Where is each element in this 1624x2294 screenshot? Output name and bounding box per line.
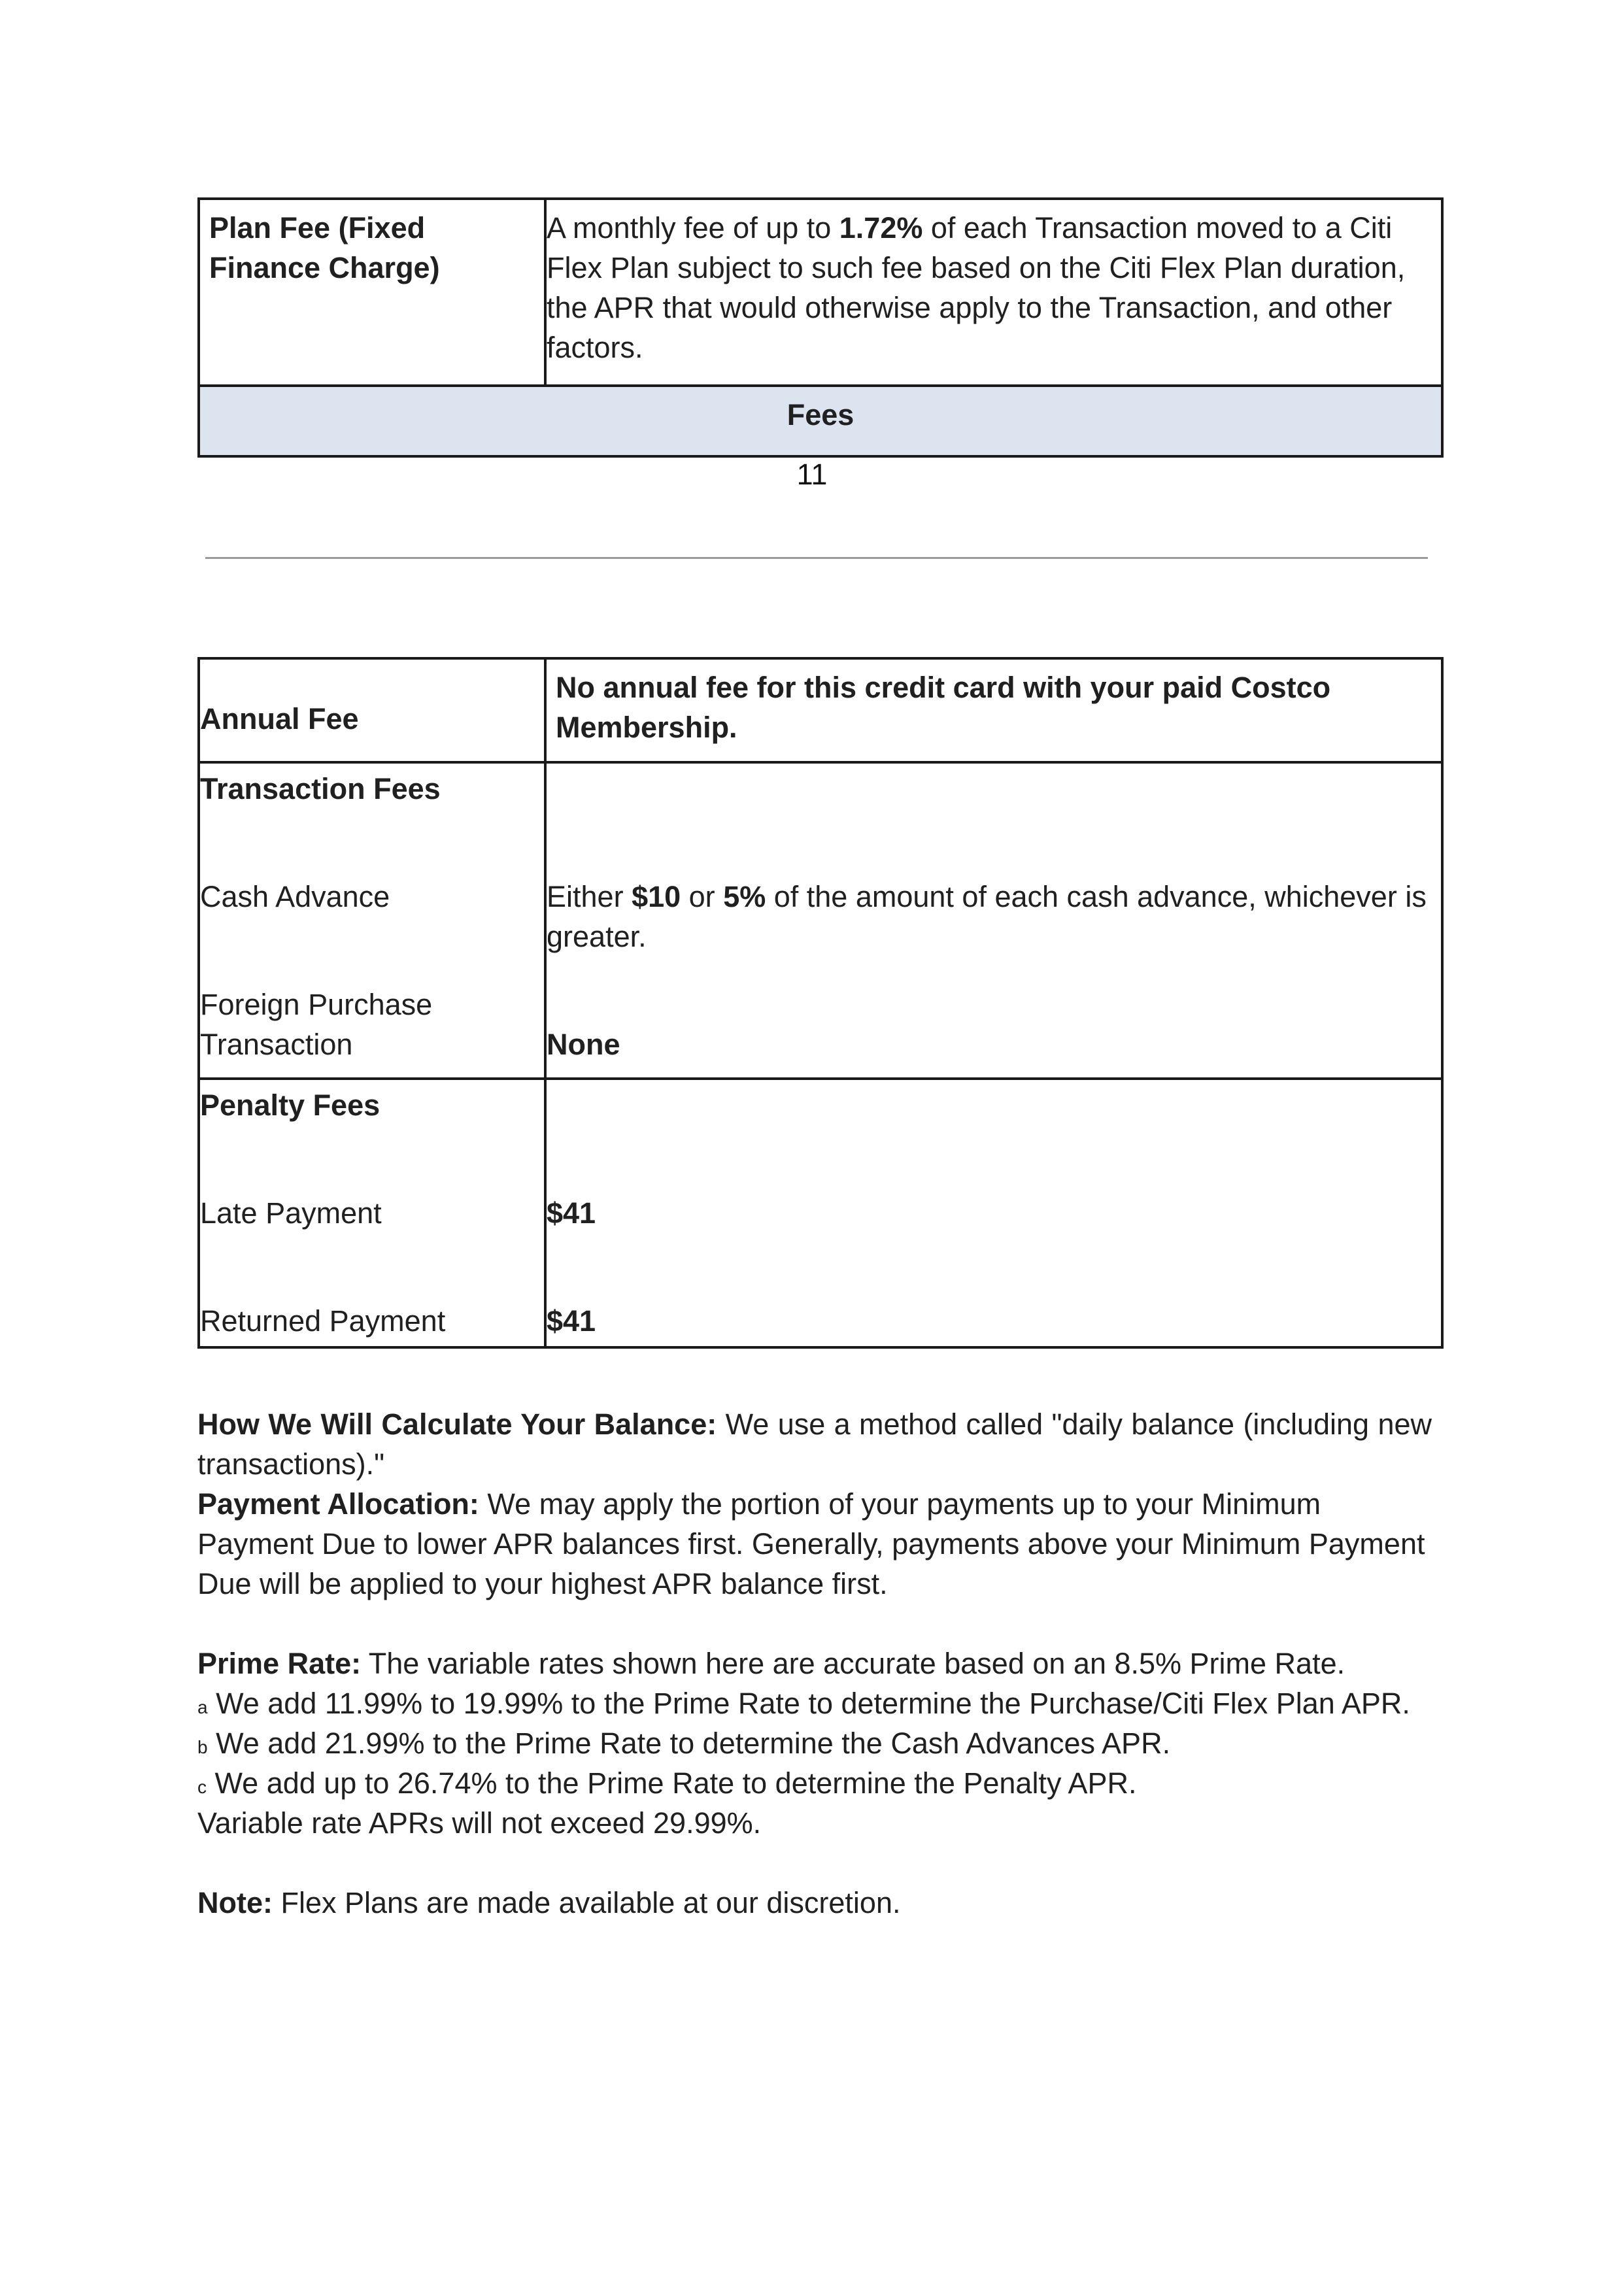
penalty-fees-value-cell [545,1079,1442,1347]
returned-payment-label: Returned Payment [200,1304,446,1338]
footnote-a [197,1683,1432,1723]
balance-method-text: We use a method called "daily balance (including new transactions)." [197,1408,1432,1481]
penalty-fees-heading: Penalty Fees [200,1088,381,1122]
annual-fee-label-cell [199,658,545,762]
footnote-a-text: We add 11.99% to 19.99% to the Prime Rate to determine the Purchase/Citi Flex Plan APR. [207,1687,1410,1720]
payment-allocation-text: We may apply the portion of your payments up to your Minimum Payment Due to lower APR balances first. Generally, payments above your Minimum Payment Due will be applied to your highest APR balance first. [197,1487,1425,1600]
late-payment-label: Late Payment [200,1196,382,1230]
footnote-a-mark: a [197,1697,208,1717]
footnote-b-text: We add 21.99% to the Prime Rate to determine the Cash Advances APR. [207,1727,1171,1760]
note-text: Flex Plans are made available at our discretion. [272,1886,901,1919]
annual-fee-label: Annual Fee [200,702,359,735]
annual-fee-value: No annual fee for this credit card with your paid Costco Membership. [556,671,1331,744]
footnote-c [197,1763,1432,1803]
page-divider [205,557,1428,559]
payment-allocation-label: Payment Allocation: [197,1487,479,1521]
footnote-c-text: We add up to 26.74% to the Prime Rate to determine the Penalty APR. [207,1766,1137,1800]
balance-method-label: How We Will Calculate Your Balance: [197,1408,717,1441]
plan-fee-value-cell [545,199,1442,386]
cash-advance-value [547,877,1432,956]
fees-header-row [199,386,1442,456]
returned-payment-value: $41 [547,1304,596,1338]
disclosure-notes [197,1404,1432,1923]
transaction-fees-label-cell [199,762,545,1079]
plan-fee-label-cell [199,199,545,386]
balance-method-paragraph [197,1404,1432,1484]
plan-fee-row [199,199,1442,386]
footnote-c-mark: c [197,1777,207,1797]
plan-fee-text-before: A monthly fee of up to [547,211,839,245]
penalty-fees-label-cell [199,1079,545,1347]
note-paragraph [197,1883,1432,1923]
note-label: Note: [197,1886,273,1919]
transaction-fees-heading: Transaction Fees [200,772,441,805]
cash-advance-or: or [681,880,724,913]
penalty-fees-row [199,1079,1442,1347]
plan-fee-label: Plan Fee (Fixed Finance Charge) [209,211,440,284]
footnote-b-mark: b [197,1737,208,1757]
prime-rate-paragraph [197,1644,1432,1683]
cash-advance-post: of the amount of each cash advance, whichever is greater. [547,880,1427,953]
foreign-purchase-value: None [547,1028,620,1061]
plan-fee-table [197,197,1444,458]
annual-fee-value-cell [545,658,1442,762]
foreign-purchase-label: Foreign Purchase Transaction [200,988,433,1061]
cash-advance-amount: $10 [632,880,681,913]
annual-fee-row [199,658,1442,762]
page-number: 11 [796,458,828,491]
prime-rate-label: Prime Rate: [197,1647,362,1680]
max-apr-text: Variable rate APRs will not exceed 29.99%. [197,1806,762,1840]
transaction-fees-row [199,762,1442,1079]
late-payment-value: $41 [547,1196,596,1230]
footnote-b [197,1723,1432,1763]
fees-table [197,657,1444,1349]
cash-advance-label: Cash Advance [200,880,390,913]
plan-fee-text-after: of each Transaction moved to a Citi Flex Plan subject to such fee based on the Citi Flex Plan duration, the APR that would otherwise apply to the Transaction, and other factors. [547,211,1406,364]
transaction-fees-value-cell [545,762,1442,1079]
cash-advance-pct: 5% [723,880,766,913]
payment-allocation-paragraph [197,1484,1432,1604]
fees-header: Fees [199,386,1442,456]
prime-rate-text: The variable rates shown here are accurate based on an 8.5% Prime Rate. [361,1647,1345,1680]
plan-fee-rate: 1.72% [839,211,923,245]
cash-advance-pre: Either [547,880,632,913]
